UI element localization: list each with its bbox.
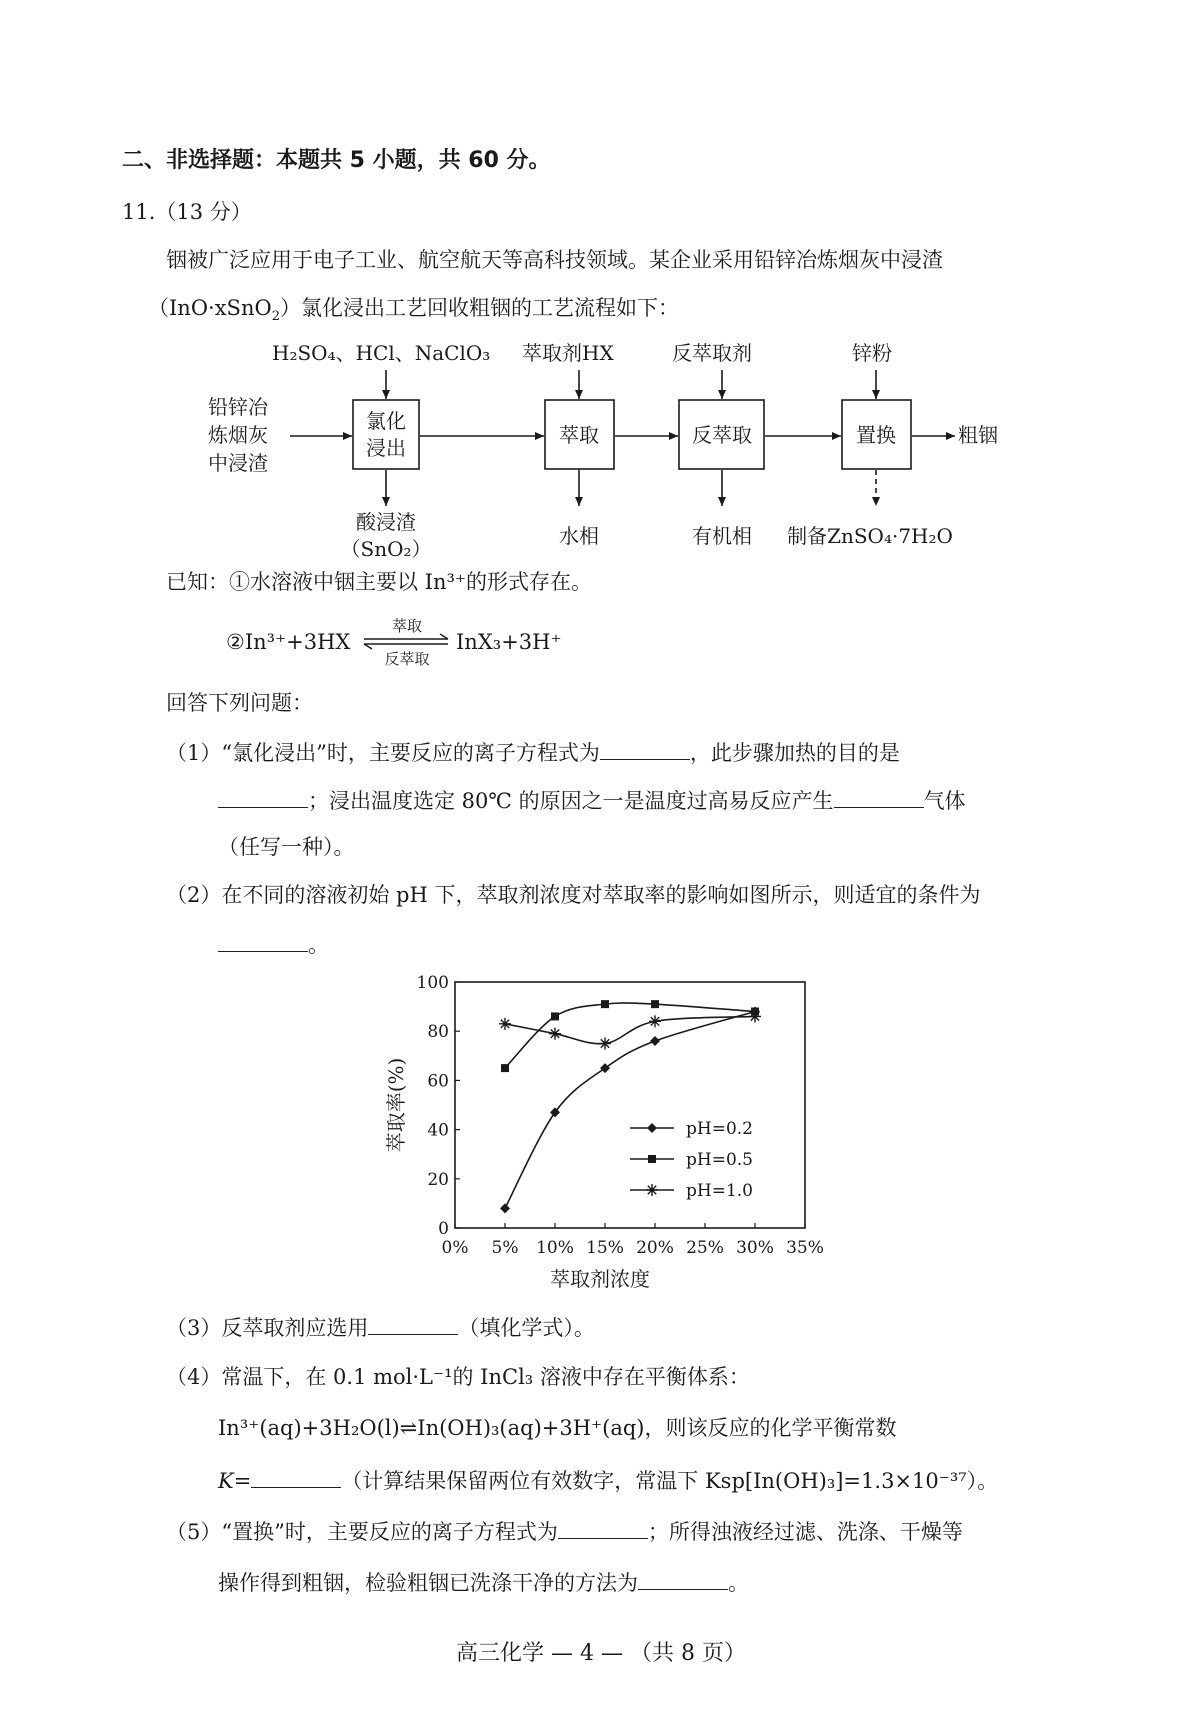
reversible-arrow-extraction [362, 614, 452, 670]
step-chlorination-line1: 氯化 [366, 409, 406, 433]
x-tick-label: 5% [491, 1238, 519, 1258]
data-point-pH=1.0 [549, 1028, 561, 1040]
question-number: 11.（13 分） [122, 200, 252, 224]
data-point-pH=0.5 [551, 1012, 559, 1020]
step-back-extraction-label: 反萃取 [692, 423, 752, 447]
output-sno2: （SnO₂） [340, 537, 432, 560]
q1-blank-2[interactable] [218, 789, 308, 808]
step-chlorination-line2: 浸出 [366, 436, 406, 460]
x-tick-label: 30% [736, 1238, 774, 1258]
reversible-arrow-bottom-label: 反萃取 [384, 650, 430, 668]
legend-marker [646, 1184, 658, 1196]
end-product-crude-indium: 粗铟 [958, 423, 998, 447]
output-aqueous-phase: 水相 [559, 524, 599, 548]
reagent-back-extractant: 反萃取剂 [672, 341, 752, 365]
reversible-arrow-top-label: 萃取 [391, 617, 423, 635]
y-axis-label: 萃取率(%) [384, 1057, 408, 1153]
q1-line2: ；浸出温度选定 80℃ 的原因之一是温度过高易反应产生 气体 [218, 789, 966, 812]
data-point-pH=0.5 [501, 1064, 509, 1072]
q5-line1: （5）“置换”时，主要反应的离子方程式为 ；所得浊液经过滤、洗涤、干燥等 [166, 1520, 963, 1544]
data-point-pH=1.0 [499, 1018, 511, 1030]
x-axis-label: 萃取剂浓度 [550, 1267, 650, 1291]
x-tick-label: 10% [536, 1238, 574, 1258]
question-intro-line2: （InO·xSnO$_2$）氯化浸出工艺回收粗铟的工艺流程如下： [148, 296, 679, 325]
series-line-pH=1.0 [505, 1016, 755, 1043]
start-material-line3: 中浸渣 [208, 451, 268, 475]
legend-label: pH=1.0 [686, 1181, 753, 1201]
data-point-pH=1.0 [649, 1015, 661, 1027]
start-material-line2: 炼烟灰 [208, 423, 268, 447]
q5-line2: 操作得到粗铟，检验粗铟已洗涤干净的方法为 。 [218, 1571, 749, 1595]
reagent-acids: H₂SO₄、HCl、NaClO₃ [272, 341, 491, 365]
data-point-pH=0.5 [651, 1000, 659, 1008]
data-point-pH=0.2 [500, 1203, 510, 1213]
x-tick-label: 0% [441, 1238, 469, 1258]
legend-marker [647, 1123, 657, 1133]
q1-line1: （1）“氯化浸出”时，主要反应的离子方程式为 ，此步骤加热的目的是 [166, 741, 900, 765]
y-tick-label: 60 [427, 1071, 449, 1092]
q4-blank[interactable] [251, 1469, 341, 1488]
section-title: 二、非选择题：本题共 5 小题，共 60 分。 [122, 148, 551, 173]
page-footer: 高三化学 — 4 — （共 8 页） [456, 1641, 746, 1666]
q5-blank-1[interactable] [558, 1520, 648, 1539]
y-tick-label: 0 [438, 1219, 449, 1239]
series-line-pH=0.5 [505, 1003, 755, 1068]
q2-blank[interactable] [218, 933, 308, 952]
q4-line1: （4）常温下，在 0.1 mol·L⁻¹的 InCl₃ 溶液中存在平衡体系： [166, 1365, 750, 1389]
step-replacement-label: 置换 [856, 423, 896, 447]
known-fact-1: 已知：①水溶液中铟主要以 In³⁺的形式存在。 [166, 570, 592, 594]
q2-line2: 。 [218, 933, 329, 956]
step-extraction-label: 萃取 [559, 423, 599, 447]
known-fact-2-right: InX₃+3H⁺ [456, 630, 562, 654]
data-point-pH=0.5 [601, 1000, 609, 1008]
known-fact-2-left: ②In³⁺+3HX [226, 630, 351, 654]
q4-line2: In³⁺(aq)+3H₂O(l)⇌In(OH)₃(aq)+3H⁺(aq)，则该反应的化学平衡常数 [218, 1416, 897, 1440]
extraction-rate-chart [370, 970, 840, 1300]
data-point-pH=0.2 [600, 1063, 610, 1073]
legend-label: pH=0.5 [686, 1150, 753, 1170]
data-point-pH=0.2 [650, 1036, 660, 1046]
q1-blank-3[interactable] [834, 789, 924, 808]
series-line-pH=0.2 [505, 1012, 755, 1209]
y-tick-label: 20 [427, 1169, 449, 1190]
x-tick-label: 15% [586, 1238, 624, 1258]
x-tick-label: 35% [786, 1238, 824, 1258]
output-znso4: 制备ZnSO₄·7H₂O [787, 524, 953, 548]
output-acid-leach-residue: 酸浸渣 [356, 510, 416, 534]
legend-label: pH=0.2 [686, 1119, 753, 1139]
q2-line1: （2）在不同的溶液初始 pH 下，萃取剂浓度对萃取率的影响如图所示，则适宜的条件为 [166, 883, 981, 907]
data-point-pH=1.0 [599, 1038, 611, 1050]
reagent-zinc-powder: 锌粉 [852, 341, 892, 365]
q3-blank[interactable] [368, 1316, 458, 1335]
start-material-line1: 铅锌冶 [208, 395, 268, 419]
question-intro-line1: 铟被广泛应用于电子工业、航空航天等高科技领域。某企业采用铅锌冶炼烟灰中浸渣 [166, 248, 943, 272]
process-flow-diagram [0, 0, 1200, 560]
q1-line3: （任写一种）。 [218, 835, 355, 859]
y-tick-label: 100 [416, 973, 449, 993]
y-tick-label: 80 [427, 1022, 449, 1043]
reagent-extractant: 萃取剂HX [522, 341, 614, 365]
q3-line: （3）反萃取剂应选用 （填化学式）。 [166, 1316, 595, 1340]
q5-blank-2[interactable] [638, 1571, 728, 1590]
q4-line3: K= （计算结果保留两位有效数字，常温下 Ksp[In(OH)₃]=1.3×10⁻³⁷）。 [218, 1469, 999, 1493]
legend-marker [648, 1155, 656, 1163]
x-tick-label: 25% [686, 1238, 724, 1258]
y-tick-label: 40 [427, 1120, 449, 1141]
answer-prompt: 回答下列问题： [166, 691, 313, 715]
x-tick-label: 20% [636, 1238, 674, 1258]
q1-blank-1[interactable] [600, 741, 690, 760]
output-organic-phase: 有机相 [692, 524, 752, 548]
